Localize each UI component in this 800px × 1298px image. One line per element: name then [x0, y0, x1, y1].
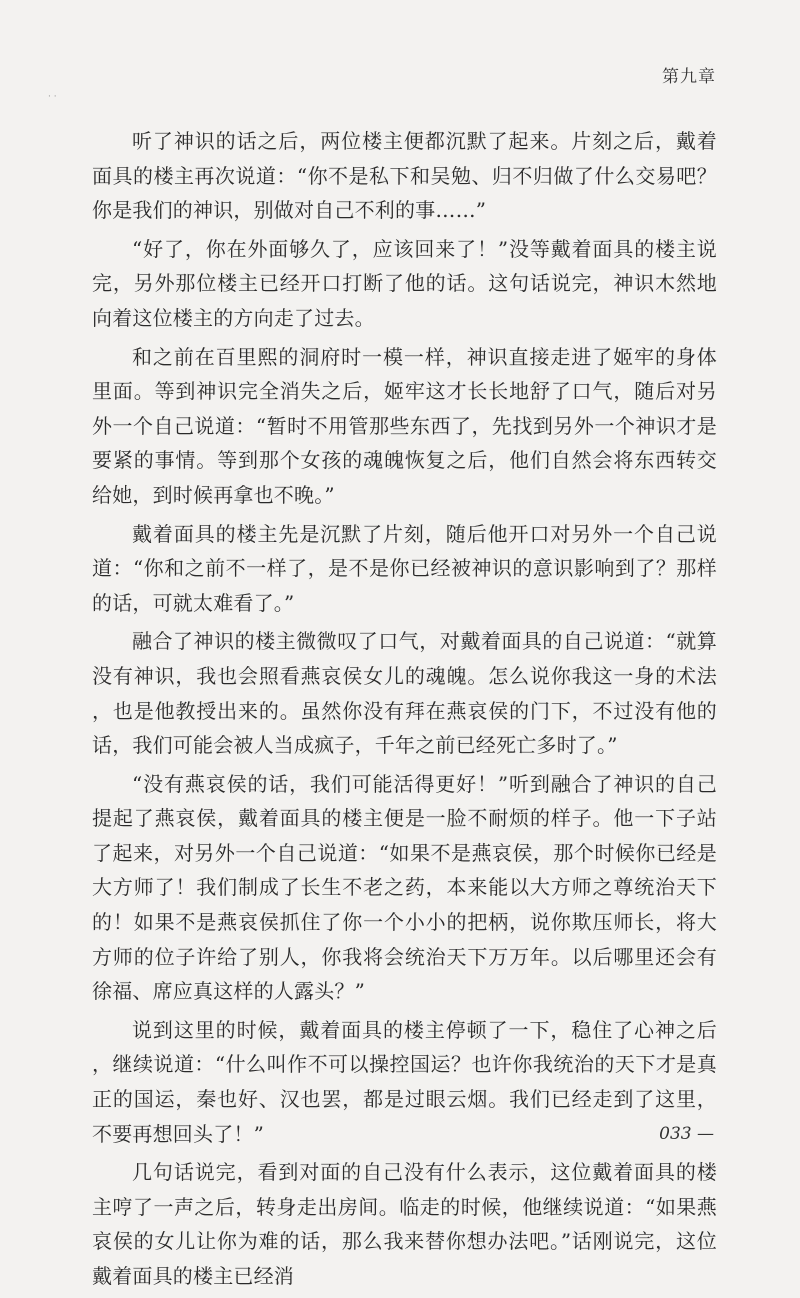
- chapter-header: 第九章: [662, 67, 716, 87]
- page-body: [92, 124, 717, 1298]
- scan-speck: · ·: [48, 92, 57, 102]
- paragraph: “没有燕哀侯的话，我们可能活得更好！”听到融合了神识的自己提起了燕哀侯，戴着面具的楼主便是一脸不耐烦的样子。他一下子站了起来，对另外一个自己说道：“如果不是燕哀侯，那个时候你已经是大方师了！我们制成了长生不老之药，本来能以大方师之尊统治天下的！如果不是燕哀侯抓住了你一个小小的把柄，说你欺压师长，将大方师的位子许给了别人，你我将会统治天下万万年。以后哪里还会有徐福、席应真这样的人露头？”: [92, 771, 717, 1004]
- paragraph: 和之前在百里熙的洞府时一模一样，神识直接走进了姬牢的身体里面。等到神识完全消失之后，姬牢这才长长地舒了口气，随后对另外一个自己说道：“暂时不用管那些东西了，先找到另外一个神识才是要紧的事情。等到那个女孩的魂魄恢复之后，他们自然会将东西转交给她，到时候再拿也不晚。”: [92, 344, 717, 507]
- paragraph: 说到这里的时候，戴着面具的楼主停顿了一下，稳住了心神之后，继续说道：“什么叫作不可以操控国运？也许你我统治的天下才是真正的国运，秦也好、汉也罢，都是过眼云烟。我们已经走到了这里，不要再想回头了！”: [92, 1017, 717, 1146]
- paragraph: “好了，你在外面够久了，应该回来了！”没等戴着面具的楼主说完，另外那位楼主已经开口打断了他的话。这句话说完，神识木然地向着这位楼主的方向走了过去。: [92, 236, 717, 330]
- paragraph: 融合了神识的楼主微微叹了口气，对戴着面具的自己说道：“就算没有神识，我也会照看燕哀侯女儿的魂魄。怎么说你我这一身的术法，也是他教授出来的。虽然你没有拜在燕哀侯的门下，不过没有他的话，我们可能会被人当成疯子，千年之前已经死亡多时了。”: [92, 629, 717, 758]
- paragraph: 听了神识的话之后，两位楼主便都沉默了起来。片刻之后，戴着面具的楼主再次说道：“你不是私下和吴勉、归不归做了什么交易吧？你是我们的神识，别做对自己不利的事……”: [92, 129, 717, 223]
- paragraph: 几句话说完，看到对面的自己没有什么表示，这位戴着面具的楼主哼了一声之后，转身走出房间。临走的时候，他继续说道：“如果燕哀侯的女儿让你为难的话，那么我来替你想办法吧。”话刚说完，这位戴着面具的楼主已经消: [92, 1160, 717, 1288]
- paragraph: 戴着面具的楼主先是沉默了片刻，随后他开口对另外一个自己说道：“你和之前不一样了，是不是你已经被神识的意识影响到了？那样的话，可就太难看了。”: [92, 521, 717, 615]
- page-number: 033 —: [659, 1124, 714, 1144]
